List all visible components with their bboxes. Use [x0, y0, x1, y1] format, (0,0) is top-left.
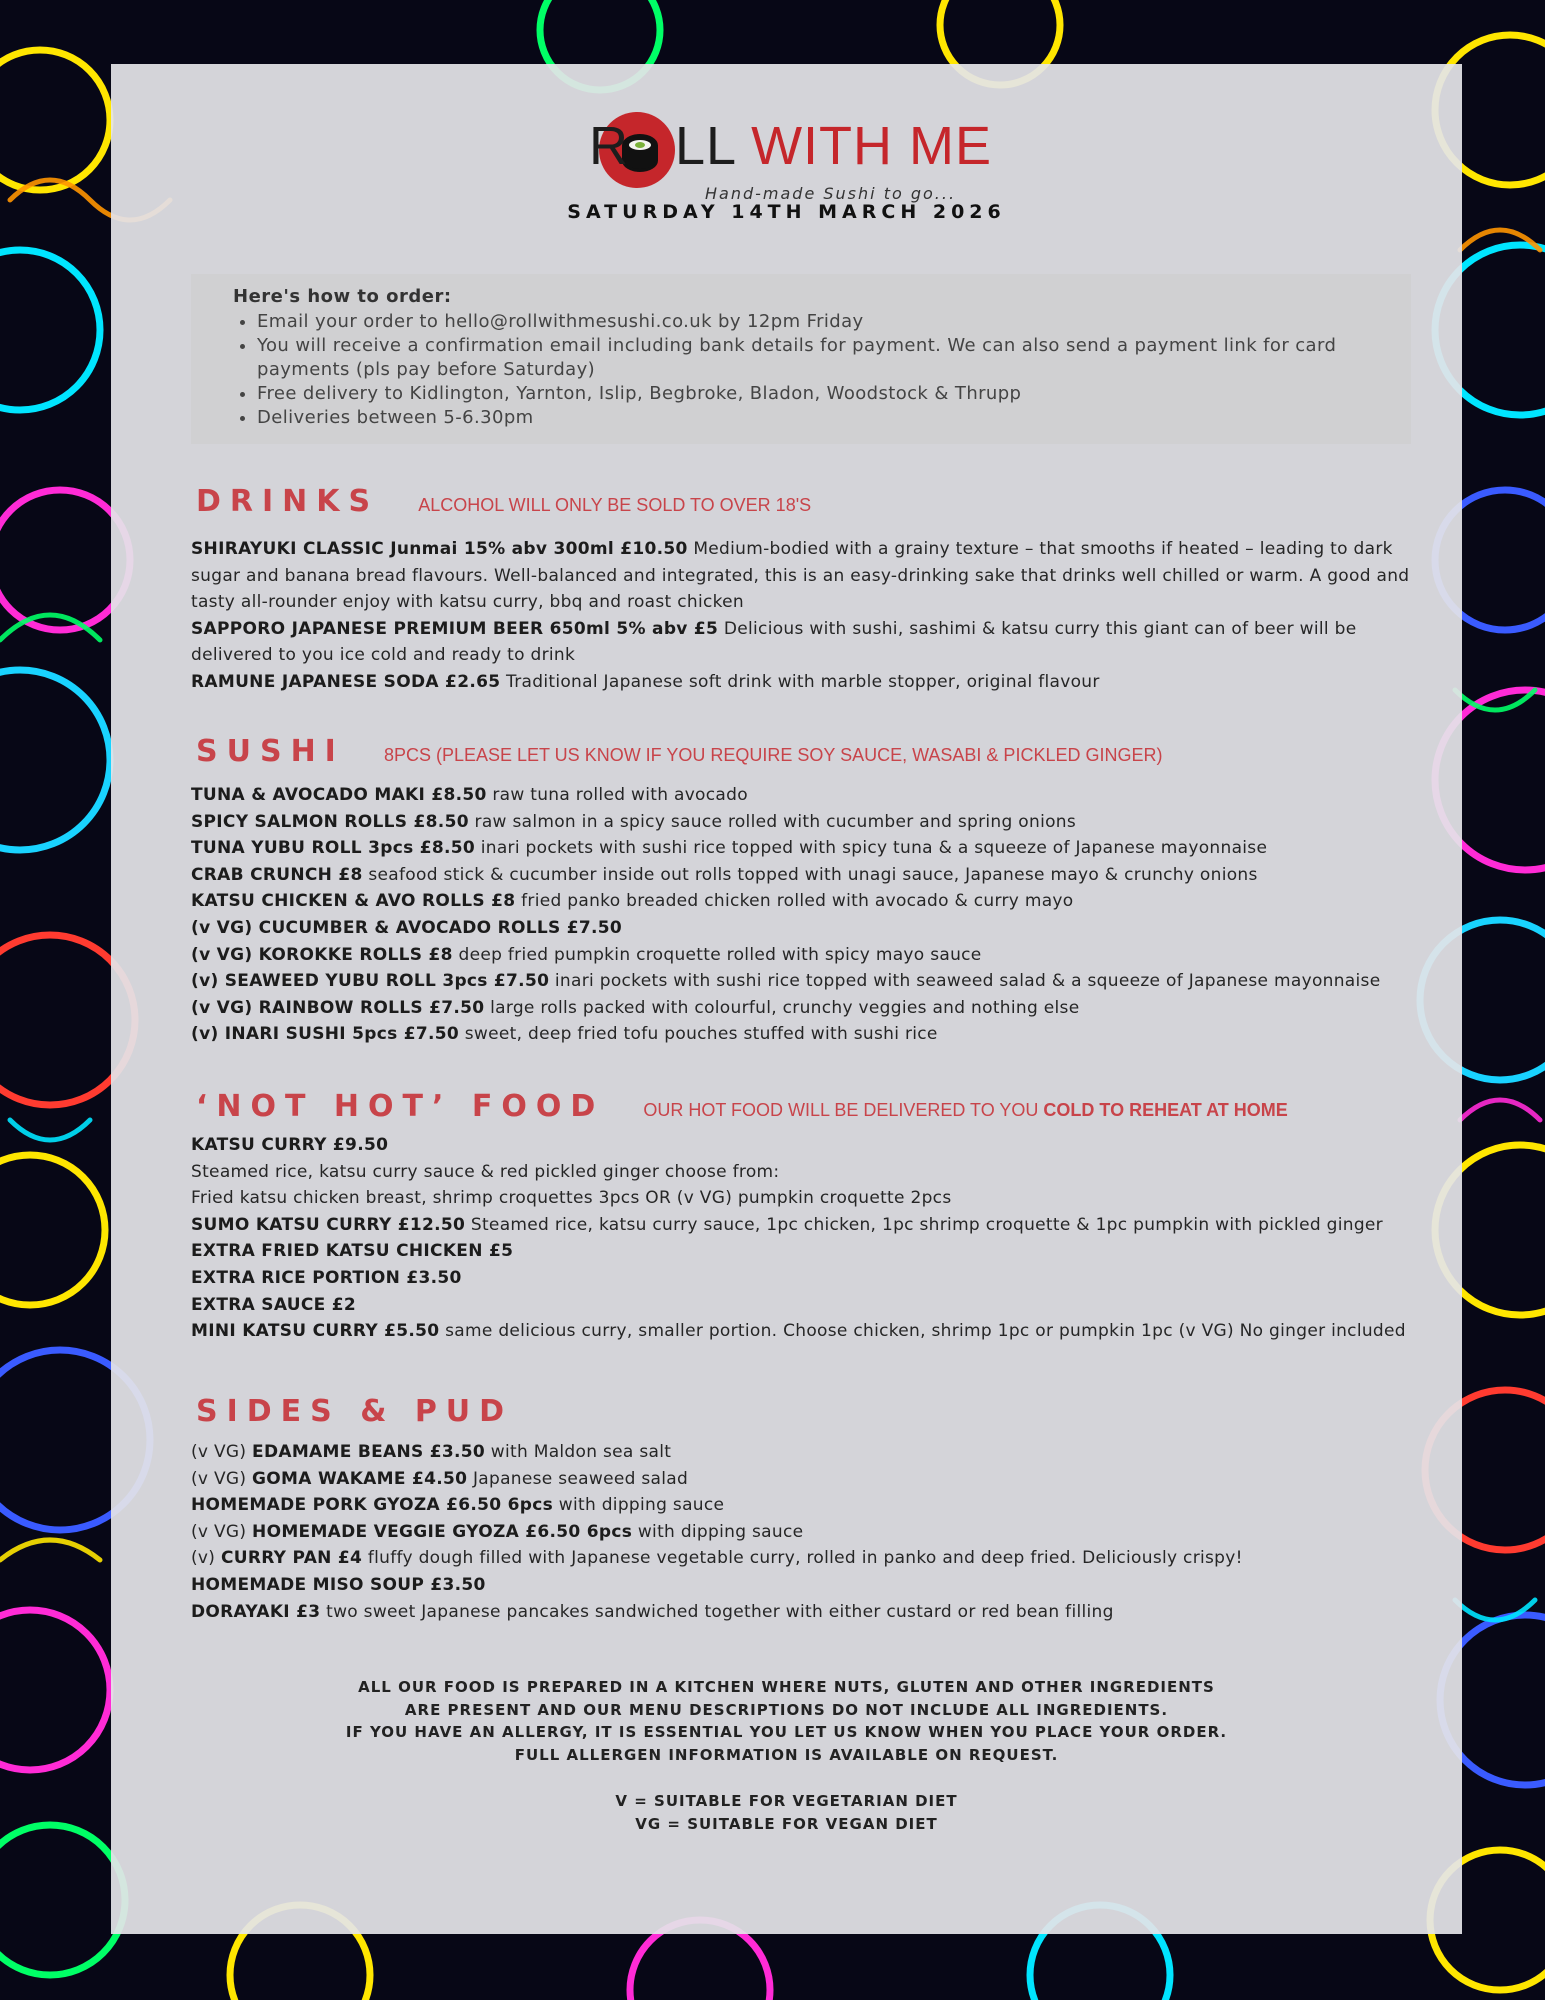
menu-item-name: MINI KATSU CURRY £5.50 [191, 1321, 440, 1342]
menu-item-name: (v VG) CUCUMBER & AVOCADO ROLLS £7.50 [191, 917, 623, 938]
drinks-list [191, 536, 1431, 696]
menu-item [191, 1265, 1431, 1292]
menu-item [191, 1572, 1431, 1599]
menu-item [191, 1492, 1431, 1519]
menu-item [191, 888, 1431, 915]
tagline: Hand-made Sushi to go... [705, 184, 957, 203]
menu-item-name: (v VG) KOROKKE ROLLS £8 [191, 944, 453, 965]
menu-item [191, 616, 1431, 669]
allergy-line: FULL ALLERGEN INFORMATION IS AVAILABLE ON REQUEST. [514, 1745, 1059, 1764]
drinks-title: DRINKS [196, 484, 380, 519]
sushi-header [196, 734, 1162, 774]
menu-item-description: Delicious with sushi, sashimi & katsu curry this giant can of beer will be delivered to you ice cold and ready to drink [191, 618, 1357, 666]
logo [111, 92, 1462, 202]
how-to-order-list [233, 310, 1397, 430]
list-item: • You will receive a confirmation email including bank details for payment. We can also send a payment link for card payments (pls pay before Saturday) [257, 334, 1397, 382]
menu-item-name: (v) INARI SUSHI 5pcs £7.50 [191, 1024, 460, 1045]
hot-food-note: OUR HOT FOOD WILL BE DELIVERED TO YOU COLD TO REHEAT AT HOME [643, 1100, 1288, 1120]
menu-item-description: with Maldon sea salt [485, 1442, 672, 1462]
menu-item-name: HOMEMADE VEGGIE GYOZA £6.50 6pcs [252, 1521, 633, 1542]
menu-page [111, 64, 1462, 1934]
menu-item [191, 1021, 1431, 1048]
menu-item [191, 1599, 1431, 1626]
menu-item-description: seafood stick & cucumber inside out rolls topped with unagi sauce, Japanese mayo & crunchy onions [362, 864, 1258, 885]
sushi-list [191, 782, 1431, 1048]
menu-item-description: Medium-bodied with a grainy texture – that smooths if heated – leading to dark sugar and banana bread flavours. Well-balanced and integrated, this is an easy-drinking sake that drinks well chilled or warm. A good and tasty all-rounder enjoy with katsu curry, bbq and roast chicken [191, 539, 1410, 613]
allergy-line: ARE PRESENT AND OUR MENU DESCRIPTIONS DO NOT INCLUDE ALL INGREDIENTS. [404, 1700, 1169, 1719]
menu-item: (v VG) HOMEMADE VEGGIE GYOZA £6.50 6pcs with dipping sauce [191, 1521, 804, 1542]
list-item: • Deliveries between 5-6.30pm [257, 406, 1397, 430]
menu-item-name: EDAMAME BEANS £3.50 [252, 1442, 486, 1462]
menu-item-description: Steamed rice, katsu curry sauce, 1pc chicken, 1pc shrimp croquette & 1pc pumpkin with pickled ginger [465, 1214, 1383, 1235]
menu-item [191, 1318, 1431, 1345]
menu-item-name: HOMEMADE MISO SOUP £3.50 [191, 1574, 486, 1595]
menu-item [191, 1238, 1431, 1265]
how-to-order-box [191, 274, 1411, 444]
menu-item-name: TUNA & AVOCADO MAKI £8.50 [191, 785, 487, 805]
menu-item [191, 968, 1431, 995]
menu-item-name: DORAYAKI £3 [191, 1601, 321, 1622]
drinks-note: ALCOHOL WILL ONLY BE SOLD TO OVER 18'S [418, 495, 812, 515]
menu-item-description: with dipping sauce [632, 1521, 804, 1542]
menu-item-description: raw tuna rolled with avocado [486, 785, 748, 805]
menu-item-name: CRAB CRUNCH £8 [191, 864, 363, 885]
menu-item-name: SPICY SALMON ROLLS £8.50 [191, 811, 469, 832]
logo-wordmark: R LL WITH ME [589, 116, 993, 176]
menu-item-name: EXTRA FRIED KATSU CHICKEN £5 [191, 1241, 514, 1262]
menu-item: (v VG) EDAMAME BEANS £3.50 with Maldon sea salt [191, 1442, 672, 1462]
menu-item: Steamed rice, katsu curry sauce & red pickled ginger choose from: [191, 1161, 780, 1182]
menu-item-name: (v VG) RAINBOW ROLLS £7.50 [191, 997, 485, 1018]
menu-item-name: TUNA YUBU ROLL 3pcs £8.50 [191, 838, 476, 859]
menu-date: SATURDAY 14TH MARCH 2026 [567, 201, 1006, 223]
how-to-order-title: Here's how to order: [233, 286, 452, 307]
menu-item-name: RAMUNE JAPANESE SODA £2.65 [191, 671, 501, 692]
list-item: • Email your order to hello@rollwithmesushi.co.uk by 12pm Friday [257, 310, 1397, 334]
hot-food-list [191, 1132, 1431, 1345]
menu-item [191, 1132, 1431, 1159]
menu-item: (v VG) GOMA WAKAME £4.50 Japanese seaweed salad [191, 1468, 689, 1489]
menu-item-description: Japanese seaweed salad [467, 1468, 689, 1489]
menu-item: Fried katsu chicken breast, shrimp croquettes 3pcs OR (v VG) pumpkin croquette 2pcs [191, 1188, 952, 1209]
hot-food-header [196, 1089, 1288, 1129]
sides-title: SIDES & PUD [196, 1394, 514, 1429]
menu-item-name: KATSU CURRY £9.50 [191, 1135, 389, 1155]
menu-item [191, 536, 1431, 616]
diet-key-line: VG = SUITABLE FOR VEGAN DIET [635, 1814, 938, 1833]
sushi-note: 8PCS (PLEASE LET US KNOW IF YOU REQUIRE SOY SAUCE, WASABI & PICKLED GINGER) [383, 745, 1163, 765]
menu-item-name: HOMEMADE PORK GYOZA £6.50 6pcs [191, 1495, 554, 1516]
menu-item-name: GOMA WAKAME £4.50 [252, 1468, 468, 1489]
menu-item-name: EXTRA SAUCE £2 [191, 1294, 357, 1315]
menu-item-description: two sweet Japanese pancakes sandwiched together with either custard or red bean filling [320, 1601, 1114, 1622]
menu-item-name: (v) SEAWEED YUBU ROLL 3pcs £7.50 [191, 971, 550, 992]
allergy-line: IF YOU HAVE AN ALLERGY, IT IS ESSENTIAL YOU LET US KNOW WHEN YOU PLACE YOUR ORDER. [345, 1723, 1228, 1741]
menu-item [191, 1292, 1431, 1319]
menu-item-description: deep fried pumpkin croquette rolled with spicy mayo sauce [452, 944, 982, 965]
menu-item-description: fluffy dough filled with Japanese vegetable curry, rolled in panko and deep fried. Deliciously crispy! [362, 1548, 1243, 1569]
menu-item-name: CURRY PAN £4 [220, 1548, 363, 1569]
sides-header [196, 1394, 513, 1434]
menu-item-description: fried panko breaded chicken rolled with avocado & curry mayo [515, 891, 1074, 912]
drinks-header [196, 484, 811, 524]
menu-item [191, 809, 1431, 836]
menu-item-name: EXTRA RICE PORTION £3.50 [191, 1267, 462, 1288]
menu-item-name: KATSU CHICKEN & AVO ROLLS £8 [191, 891, 516, 912]
menu-item [191, 835, 1431, 862]
sushi-title: SUSHI [196, 734, 345, 769]
menu-item [191, 669, 1431, 696]
menu-item-name: SHIRAYUKI CLASSIC Junmai 15% abv 300ml £10.50 [191, 539, 688, 559]
menu-item [191, 915, 1431, 942]
menu-item [191, 1212, 1431, 1239]
menu-item [191, 995, 1431, 1022]
list-item: • Free delivery to Kidlington, Yarnton, Islip, Begbroke, Bladon, Woodstock & Thrupp [257, 382, 1397, 406]
menu-item-description: inari pockets with sushi rice topped with seaweed salad & a squeeze of Japanese mayonnaise [549, 971, 1381, 992]
menu-item-name: SAPPORO JAPANESE PREMIUM BEER 650ml 5% abv £5 [191, 618, 719, 639]
menu-item-description: inari pockets with sushi rice topped with spicy tuna & a squeeze of Japanese mayonnaise [475, 838, 1268, 859]
hot-food-title: ‘NOT HOT’ FOOD [196, 1089, 605, 1124]
menu-item-description: raw salmon in a spicy sauce rolled with cucumber and spring onions [468, 811, 1077, 832]
menu-item: (v) CURRY PAN £4 fluffy dough filled with Japanese vegetable curry, rolled in panko and deep fried. Deliciously crispy! [191, 1548, 1243, 1569]
menu-item-description: same delicious curry, smaller portion. Choose chicken, shrimp 1pc or pumpkin 1pc (v VG) No ginger included [439, 1321, 1406, 1342]
menu-item [191, 782, 1431, 809]
menu-item [191, 862, 1431, 889]
menu-item-description: large rolls packed with colourful, crunchy veggies and nothing else [484, 997, 1080, 1018]
menu-item-name: SUMO KATSU CURRY £12.50 [191, 1214, 466, 1235]
allergy-line: ALL OUR FOOD IS PREPARED IN A KITCHEN WHERE NUTS, GLUTEN AND OTHER INGREDIENTS [358, 1678, 1215, 1696]
allergy-footer [111, 1676, 1462, 1835]
diet-key-line: V = SUITABLE FOR VEGETARIAN DIET [615, 1792, 958, 1810]
menu-item-description: with dipping sauce [553, 1495, 725, 1516]
menu-item [191, 942, 1431, 969]
menu-item-description: Traditional Japanese soft drink with marble stopper, original flavour [500, 671, 1100, 692]
menu-item-description: sweet, deep fried tofu pouches stuffed with sushi rice [459, 1024, 938, 1045]
sides-list [191, 1439, 1431, 1625]
